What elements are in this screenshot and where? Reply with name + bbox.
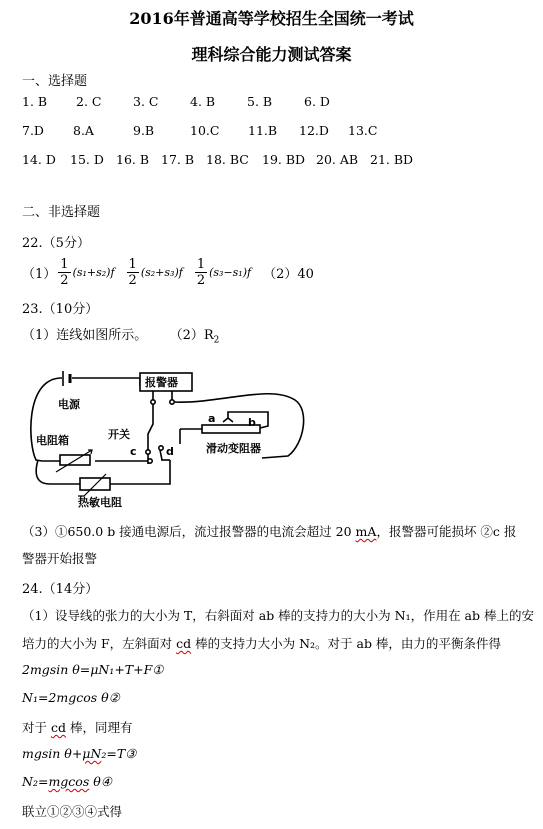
q23-line1 — [22, 324, 219, 346]
q24-line1: （1）设导线的张力的大小为 T，右斜面对 ab 棒的支持力的大小为 N₁，作用在 ab 棒上的安 — [22, 608, 534, 623]
answer-item: 21. BD — [370, 152, 414, 167]
answer-item: 13.C — [348, 123, 378, 138]
label-switch: 开关 — [108, 428, 130, 441]
answer-item: 3. C — [133, 94, 159, 109]
wire — [31, 378, 70, 461]
label-rheostat: 滑动变阻器 — [206, 442, 261, 455]
answer-item: 1. B — [22, 94, 48, 109]
page-subtitle: 理科综合能力测试答案 — [191, 45, 352, 64]
q22-expr-3: (s₃−s₁)f — [209, 265, 252, 279]
q24-line3-text: 对于 — [22, 720, 51, 735]
q23-line4: 警器开始报警 — [22, 551, 98, 566]
q24-eq3-part-2: ₂=T③ — [101, 746, 137, 761]
section-heading-nonchoice: 二、非选择题 — [22, 205, 101, 220]
answer-item: 9.B — [133, 123, 155, 138]
q23-part2: （2）R — [169, 328, 214, 343]
answer-item: 12.D — [299, 123, 329, 138]
label-alarm: 报警器 — [145, 376, 178, 389]
answer-row-1 — [0, 94, 543, 112]
q22-header: 22.（5分） — [22, 236, 90, 251]
answer-item: 14. D — [22, 152, 56, 167]
fraction: $\frac{1}{2}$ — [128, 256, 137, 288]
q24-line3 — [22, 718, 132, 736]
q24-eq3 — [22, 746, 136, 761]
answer-item: 16. B — [116, 152, 150, 167]
q24-line2 — [22, 634, 501, 652]
fraction: $\frac{1}{2}$ — [196, 256, 206, 288]
label-thermistor: 热敏电阻 — [78, 496, 122, 509]
answer-item: 17. B — [161, 152, 195, 167]
answer-item: 10.C — [190, 123, 220, 138]
label-power-source: 电源 — [58, 398, 80, 411]
q22-part2: （2）40 — [263, 266, 314, 282]
q24-eq3-part: mgsin θ+ — [22, 746, 83, 761]
q24-eq1: 2mgsin θ=μN₁+T+F① — [22, 662, 164, 677]
q24-cd-term: cd — [176, 636, 192, 651]
q24-line2-text-2: 棒的支持力大小为 N₂。对于 ab 棒，由力的平衡条件得 — [191, 636, 501, 651]
answer-item: 11.B — [248, 123, 278, 138]
q24-eq4-term: mgcos — [48, 774, 90, 789]
q22-expr-1: (s₁+s₂)f — [72, 265, 115, 279]
q24-cd-term: cd — [50, 720, 66, 735]
q23-part1: （1）连线如图所示。 — [22, 328, 148, 343]
answer-item: 18. BC — [206, 152, 249, 167]
q24-line4: 联立①②③④式得 — [22, 804, 123, 819]
page-title: 2016年普通高等学校招生全国统一考试 — [129, 9, 414, 28]
q24-eq4 — [22, 774, 112, 789]
fraction: $\frac{1}{2}$ — [60, 256, 69, 288]
answer-item: 19. BD — [262, 152, 306, 167]
q23-header: 23.（10分） — [22, 302, 99, 317]
answer-item: 7.D — [22, 123, 44, 138]
label-a: a — [208, 412, 216, 425]
q22-part1-label: （1） — [22, 266, 57, 282]
q22-expr-2: (s₂+s₃)f — [140, 265, 183, 279]
answer-item: 5. B — [247, 94, 273, 109]
q24-eq4-part-2: θ④ — [89, 774, 112, 789]
label-b: b — [248, 416, 256, 429]
answer-row-3 — [0, 152, 543, 170]
q24-line3-text-2: 棒，同理有 — [66, 720, 133, 735]
answer-item: 15. D — [70, 152, 104, 167]
circuit-diagram — [20, 364, 330, 514]
q24-eq4-part: N₂= — [22, 774, 49, 789]
q23-part2-sub: 2 — [213, 335, 220, 346]
q24-eq2: N₁=2mgcos θ② — [22, 690, 120, 705]
answer-item: 6. D — [304, 94, 330, 109]
answer-row-2 — [0, 123, 543, 141]
wire — [110, 460, 170, 484]
q23-part3-text-2: ，报警器可能损坏 ②c 报 — [376, 524, 517, 539]
q24-eq3-term: μN — [82, 746, 102, 761]
q24-header: 24.（14分） — [22, 582, 99, 597]
q23-part3-text: （3）①650.0 b 接通电源后，流过报警器的电流会超过 20 — [22, 524, 356, 539]
label-resistance-box: 电阻箱 — [36, 434, 69, 447]
thermistor — [80, 478, 110, 490]
answer-item: 2. C — [76, 94, 102, 109]
answer-item: 8.A — [73, 123, 94, 138]
rheostat-slider — [223, 418, 233, 422]
label-c: c — [130, 445, 137, 458]
q23-unit-mA: mA — [355, 524, 377, 539]
label-d: d — [166, 445, 174, 458]
q22-answer — [22, 254, 314, 290]
answer-item: 4. B — [190, 94, 216, 109]
answer-item: 20. AB — [316, 152, 359, 167]
q24-line2-text: 培力的大小为 F，左斜面对 — [22, 636, 177, 651]
section-heading-choice: 一、选择题 — [22, 74, 88, 89]
q23-line3 — [22, 522, 516, 540]
wire — [148, 404, 153, 464]
